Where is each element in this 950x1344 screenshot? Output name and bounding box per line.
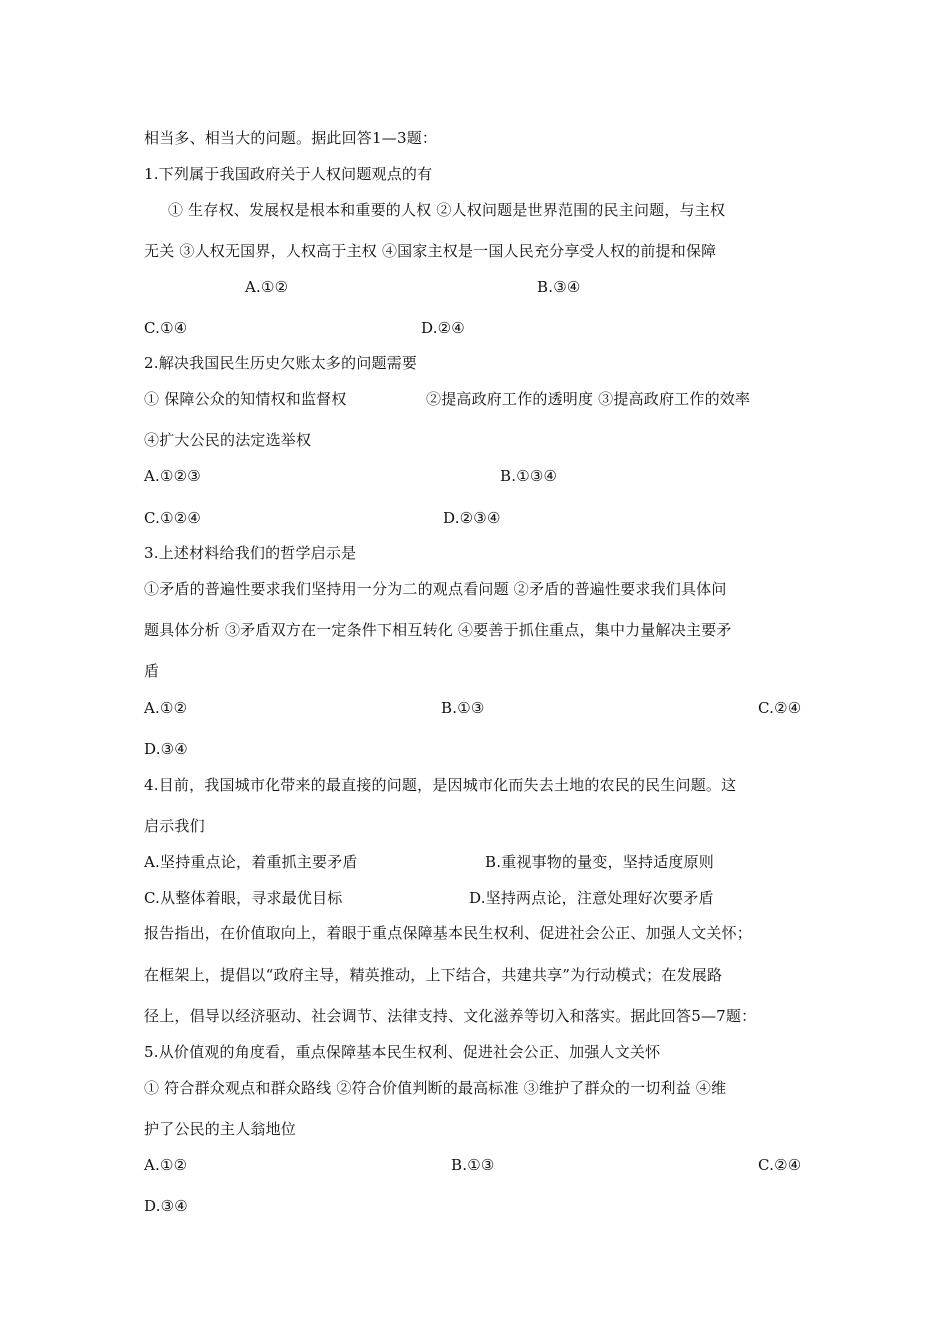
q1-option-b: B.③④ xyxy=(537,278,581,296)
q1-option-d: D.②④ xyxy=(421,319,465,337)
q5-option-c: C.②④ xyxy=(758,1156,802,1174)
q5-statements: ① 符合群众观点和群众路线 ②符合价值判断的最高标准 ③维护了群众的一切利益 ④维 xyxy=(144,1079,727,1097)
q3-statements: ①矛盾的普遍性要求我们坚持用一分为二的观点看问题 ②矛盾的普遍性要求我们具体问 xyxy=(144,580,727,598)
q3-statements: 盾 xyxy=(144,662,160,680)
q3-option-b: B.①③ xyxy=(441,699,485,717)
q3-option-d: D.③④ xyxy=(144,740,188,758)
q4-option-a: A.坚持重点论，着重抓主要矛盾 xyxy=(144,853,358,871)
q5-stem: 5.从价值观的角度看，重点保障基本民生权利、促进社会公正、加强人文关怀 xyxy=(144,1043,661,1061)
q2-option-c: C.①②④ xyxy=(144,509,202,527)
q5-option-d: D.③④ xyxy=(144,1197,188,1215)
passage-line: 径上，倡导以经济驱动、社会调节、法律支持、文化滋养等切入和落实。据此回答5—7题： xyxy=(144,1007,757,1025)
q2-option-d: D.②③④ xyxy=(443,509,501,527)
q2-option-b: B.①③④ xyxy=(500,467,558,485)
q5-option-b: B.①③ xyxy=(451,1156,495,1174)
q2-option-a: A.①②③ xyxy=(144,467,201,485)
q3-stem: 3.上述材料给我们的哲学启示是 xyxy=(144,544,357,562)
q4-option-c: C.从整体着眼，寻求最优目标 xyxy=(144,889,343,907)
q3-option-c: C.②④ xyxy=(758,699,802,717)
q4-option-b: B.重视事物的量变，坚持适度原则 xyxy=(485,853,714,871)
q3-option-a: A.①② xyxy=(144,699,188,717)
q1-stem: 1.下列属于我国政府关于人权问题观点的有 xyxy=(144,165,433,183)
q1-option-c: C.①④ xyxy=(144,319,188,337)
q1-statements: ① 生存权、发展权是根本和重要的人权 ②人权问题是世界范围的民主问题，与主权 xyxy=(168,201,726,219)
q2-statements: ②提高政府工作的透明度 ③提高政府工作的效率 xyxy=(426,390,751,408)
q5-option-a: A.①② xyxy=(144,1156,188,1174)
q3-statements: 题具体分析 ③矛盾双方在一定条件下相互转化 ④要善于抓住重点，集中力量解决主要矛 xyxy=(144,621,732,639)
q4-stem: 4.目前，我国城市化带来的最直接的问题，是因城市化而失去土地的农民的民生问题。这 xyxy=(144,776,737,794)
q4-option-d: D.坚持两点论，注意处理好次要矛盾 xyxy=(469,889,714,907)
passage-line: 在框架上，提倡以“政府主导，精英推动，上下结合，共建共享”为行动模式；在发展路 xyxy=(144,966,723,984)
q2-stem: 2.解决我国民生历史欠账太多的问题需要 xyxy=(144,354,418,372)
q1-statements: 无关 ③人权无国界，人权高于主权 ④国家主权是一国人民充分享受人权的前提和保障 xyxy=(144,242,717,260)
q5-statements: 护了公民的主人翁地位 xyxy=(144,1120,297,1138)
intro-text: 相当多、相当大的问题。据此回答1—3题： xyxy=(144,129,438,147)
q1-option-a: A.①② xyxy=(245,278,289,296)
q2-statements: ④扩大公民的法定选举权 xyxy=(144,431,312,449)
passage-line: 报告指出，在价值取向上，着眼于重点保障基本民生权利、促进社会公正、加强人文关怀； xyxy=(144,924,753,942)
q2-statements: ① 保障公众的知情权和监督权 xyxy=(144,390,347,408)
q4-stem: 启示我们 xyxy=(144,817,205,835)
